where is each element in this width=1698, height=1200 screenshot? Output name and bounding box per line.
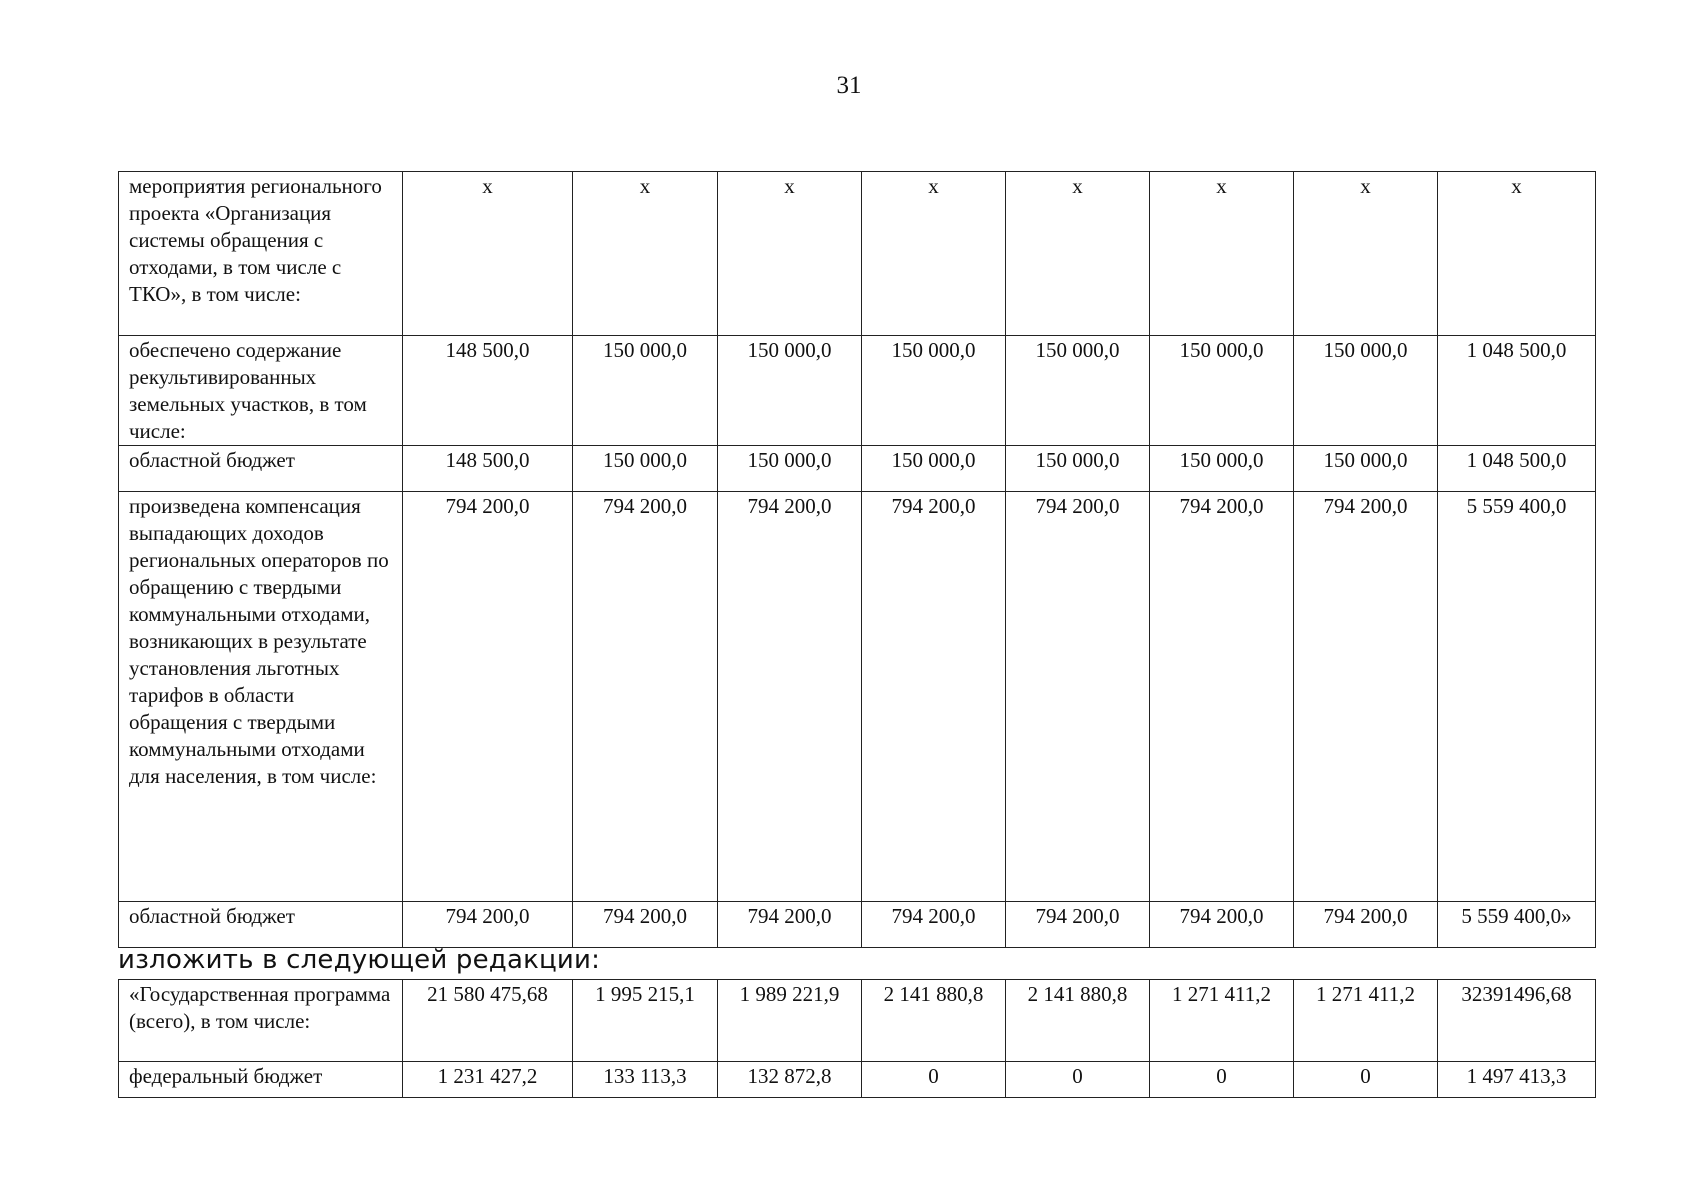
table-cell: 150 000,0 [573, 446, 718, 492]
table-cell: х [1006, 172, 1150, 336]
table-cell: 1 048 500,0 [1438, 446, 1596, 492]
table-cell: 1 989 221,9 [718, 980, 862, 1062]
row-label: «Государственная программа (всего), в том числе: [119, 980, 403, 1062]
table-cell: 794 200,0 [403, 902, 573, 948]
table-cell: 794 200,0 [862, 902, 1006, 948]
table-cell: 150 000,0 [1150, 446, 1294, 492]
table-cell: 1 995 215,1 [573, 980, 718, 1062]
table-cell: 2 141 880,8 [862, 980, 1006, 1062]
table-cell: 150 000,0 [1006, 336, 1150, 446]
table-cell: 794 200,0 [573, 902, 718, 948]
table-cell: 5 559 400,0» [1438, 902, 1596, 948]
section-instruction: изложить в следующей редакции: [118, 945, 601, 975]
table-cell: 0 [862, 1062, 1006, 1098]
table-cell: х [403, 172, 573, 336]
table-cell: х [862, 172, 1006, 336]
table-cell: 794 200,0 [1006, 492, 1150, 902]
table-cell: 794 200,0 [573, 492, 718, 902]
table-row [119, 980, 1596, 1062]
row-label: областной бюджет [119, 902, 403, 948]
row-label: федеральный бюджет [119, 1062, 403, 1098]
table-row [119, 446, 1596, 492]
table-cell: 150 000,0 [1294, 446, 1438, 492]
table-cell: х [1438, 172, 1596, 336]
table-cell: 150 000,0 [1294, 336, 1438, 446]
table-row [119, 492, 1596, 902]
table-cell: х [1150, 172, 1294, 336]
table-cell: 132 872,8 [718, 1062, 862, 1098]
table-cell: 794 200,0 [1150, 492, 1294, 902]
table-cell: 32391496,68 [1438, 980, 1596, 1062]
table-cell: 150 000,0 [862, 336, 1006, 446]
budget-table-bottom [118, 979, 1596, 1098]
table-cell: 148 500,0 [403, 336, 573, 446]
table-row [119, 336, 1596, 446]
table-cell: 0 [1294, 1062, 1438, 1098]
table-cell: 794 200,0 [1294, 902, 1438, 948]
row-label: обеспечено содержание рекультивированных земельных участков, в том числе: [119, 336, 403, 446]
table-cell: 794 200,0 [1006, 902, 1150, 948]
table-cell: 794 200,0 [1294, 492, 1438, 902]
table-cell: 794 200,0 [403, 492, 573, 902]
table-cell: 0 [1150, 1062, 1294, 1098]
table-cell: 150 000,0 [718, 336, 862, 446]
row-label: мероприятия регионального проекта «Организация системы обращения с отходами, в том числе с ТКО», в том числе: [119, 172, 403, 336]
table-cell: 150 000,0 [1006, 446, 1150, 492]
table-cell: 1 271 411,2 [1294, 980, 1438, 1062]
table-cell: 1 231 427,2 [403, 1062, 573, 1098]
page-number: 31 [836, 72, 862, 99]
budget-table-top [118, 171, 1596, 948]
table-cell: 150 000,0 [718, 446, 862, 492]
table-cell: 150 000,0 [573, 336, 718, 446]
table-cell: 1 271 411,2 [1150, 980, 1294, 1062]
table-cell: 148 500,0 [403, 446, 573, 492]
table-row [119, 172, 1596, 336]
table-row [119, 1062, 1596, 1098]
table-cell: х [718, 172, 862, 336]
table-cell: 794 200,0 [718, 492, 862, 902]
table-cell: 0 [1006, 1062, 1150, 1098]
row-label: областной бюджет [119, 446, 403, 492]
table-cell: 133 113,3 [573, 1062, 718, 1098]
table-cell: 1 048 500,0 [1438, 336, 1596, 446]
table-cell: 794 200,0 [862, 492, 1006, 902]
table-cell: 150 000,0 [1150, 336, 1294, 446]
table-cell: х [1294, 172, 1438, 336]
table-cell: 2 141 880,8 [1006, 980, 1150, 1062]
table-cell: 1 497 413,3 [1438, 1062, 1596, 1098]
table-cell: 794 200,0 [718, 902, 862, 948]
table-cell: 5 559 400,0 [1438, 492, 1596, 902]
table-row [119, 902, 1596, 948]
table-cell: 150 000,0 [862, 446, 1006, 492]
table-cell: 21 580 475,68 [403, 980, 573, 1062]
row-label: произведена компенсация выпадающих доходов региональных операторов по обращению с твердыми коммунальными отходами, возникающих в результате установления льготных тарифов в области обращения с твердыми коммунальными отходами для населения, в том числе: [119, 492, 403, 902]
table-cell: 794 200,0 [1150, 902, 1294, 948]
table-cell: х [573, 172, 718, 336]
